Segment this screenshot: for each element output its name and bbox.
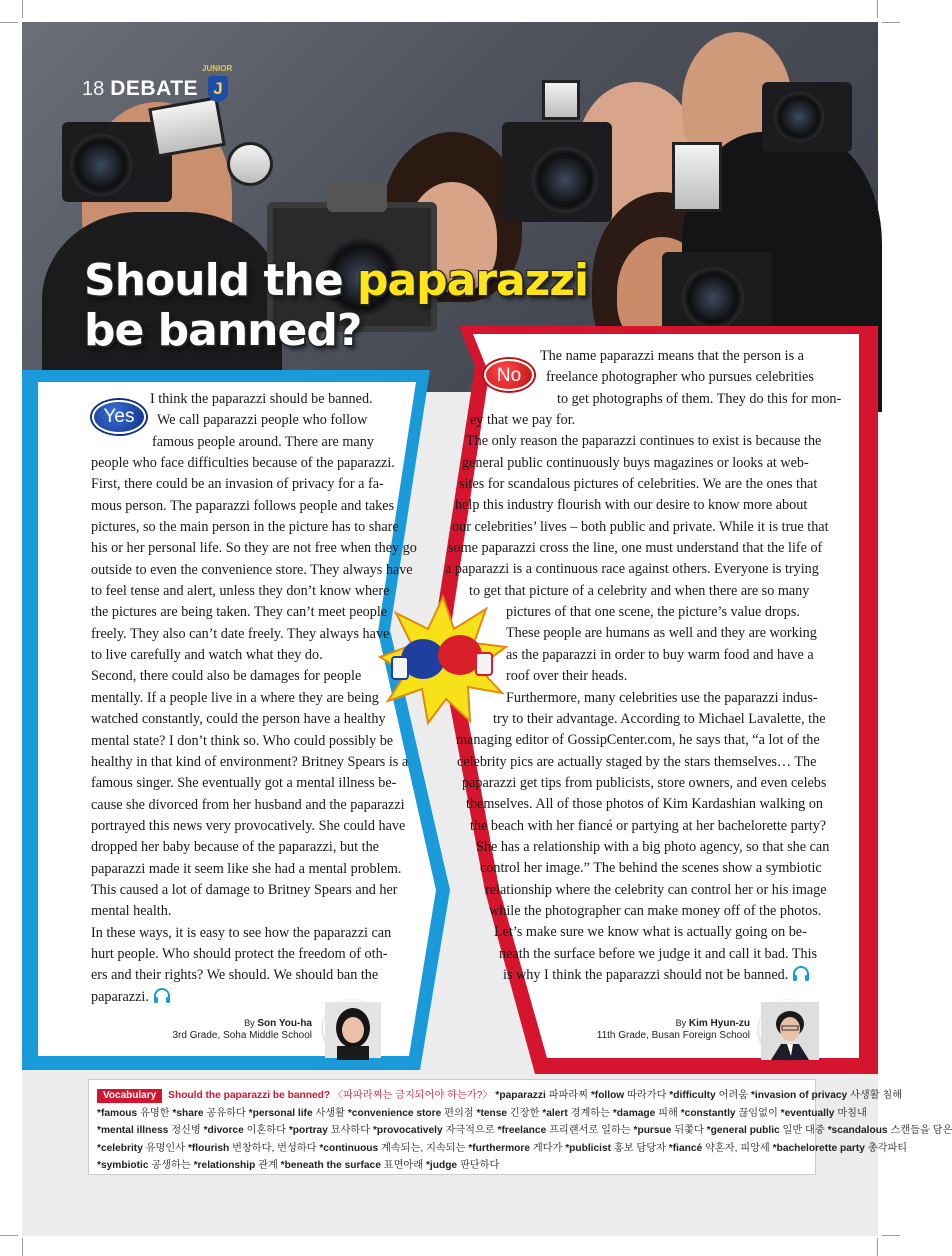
no-text-line: neath the surface before we judge it and call it bad. This <box>499 945 818 962</box>
no-author-avatar <box>759 1000 817 1058</box>
vocabulary-term: *damage <box>612 1107 656 1119</box>
vocabulary-item <box>97 1160 194 1171</box>
vocabulary-meaning: 이혼하다 <box>246 1125 286 1137</box>
vocabulary-item <box>188 1143 319 1154</box>
no-text-line: celebrity pics are actually staged by the stars themselves… The <box>457 753 817 770</box>
vocabulary-meaning: 일반 대중 <box>782 1125 825 1137</box>
section-title: DEBATE <box>110 77 199 100</box>
vocabulary-term: *tense <box>476 1107 508 1119</box>
vocabulary-meaning: 피해 <box>658 1107 678 1119</box>
no-text-line: some paparazzi cross the line, one must understand that the life of <box>448 540 823 557</box>
vocabulary-tag: Vocabulary <box>97 1089 162 1103</box>
vocabulary-item <box>669 1090 751 1101</box>
no-text-line: roof over their heads. <box>506 668 628 685</box>
author-school: 11th Grade, Busan Foreign School <box>596 1030 750 1041</box>
vocabulary-item <box>281 1160 426 1171</box>
vocabulary-term: *paparazzi <box>495 1090 546 1101</box>
yes-text-line: dropped her baby because of the paparazzi, but the <box>91 839 379 856</box>
no-text-line: Furthermore, many celebrities use the paparazzi indus- <box>506 689 818 706</box>
vocabulary-term: *furthermore <box>468 1142 530 1154</box>
vocabulary-meaning: 끊임없이 <box>738 1107 778 1119</box>
vocabulary-item <box>319 1143 468 1154</box>
no-text-line: Let’s make sure we know what is actually going on be- <box>494 924 807 941</box>
yes-text-line: to feel tense and alert, unless they don’t know where <box>91 583 390 600</box>
byline-prefix: By <box>244 1018 255 1028</box>
vocabulary-term: *continuous <box>319 1142 379 1154</box>
no-text-line: control her image.” The behind the scenes show a symbiotic <box>480 860 822 877</box>
vocabulary-meaning: 뒤쫓다 <box>674 1125 704 1137</box>
yes-text-line: We call paparazzi people who follow <box>157 412 368 429</box>
vocabulary-meaning: 판단하다 <box>459 1160 500 1172</box>
no-text-line: help this industry flourish with our desire to know more about <box>455 497 808 514</box>
no-text-line: a paparazzi is a continuous race against others. Everyone is trying <box>445 561 819 578</box>
vocabulary-meaning: 번창하다, 번성하다 <box>232 1142 317 1154</box>
vocabulary-item <box>477 1108 543 1119</box>
vocabulary-item <box>565 1143 669 1154</box>
vocabulary-meaning: 자극적으로 <box>445 1125 495 1137</box>
yes-text-line: healthy in that kind of environment? Britney Spears is a <box>91 753 409 770</box>
camera-flash <box>542 80 580 120</box>
vocabulary-meaning: 정신병 <box>171 1125 201 1137</box>
vocabulary-term: *general public <box>706 1125 780 1137</box>
vocabulary-meaning: 따라가다 <box>627 1090 667 1101</box>
camera-lens <box>532 147 598 213</box>
vocabulary-term: *famous <box>97 1107 138 1119</box>
vocabulary-meaning: 사생활 <box>315 1107 345 1119</box>
no-text-line: pictures of that one scene, the picture’s value drops. <box>506 604 800 621</box>
junior-logo-text: JUNIOR <box>202 64 233 73</box>
crop-mark <box>22 1238 23 1256</box>
yes-badge: Yes <box>92 400 146 434</box>
no-badge: No <box>484 359 534 391</box>
vocabulary-item <box>542 1108 613 1119</box>
author-school: 3rd Grade, Soha Middle School <box>172 1030 312 1041</box>
vocabulary-item <box>634 1125 707 1136</box>
vocabulary-item <box>669 1143 773 1154</box>
vocabulary-meaning: 관계 <box>258 1160 278 1172</box>
vocabulary-term: *celebrity <box>97 1142 143 1154</box>
no-text-line: the beach with her fiancé or partying at her bachelorette party? <box>470 817 827 834</box>
vocabulary-term: *difficulty <box>669 1090 716 1101</box>
vocabulary-term: *portray <box>288 1125 328 1137</box>
vocabulary-item <box>613 1108 681 1119</box>
crop-mark <box>877 1238 878 1256</box>
headline-text: Should the <box>84 255 357 306</box>
no-text-line: freelance photographer who pursues celebrities <box>546 369 814 386</box>
junior-logo <box>202 64 234 106</box>
vocabulary-meaning: 마침내 <box>837 1107 867 1119</box>
vocabulary-term: *pursue <box>633 1125 672 1137</box>
vocabulary-term: *alert <box>542 1107 568 1119</box>
headphone-icon <box>153 988 171 1003</box>
camera-flash <box>672 142 722 212</box>
vocabulary-term: *divorce <box>203 1125 244 1137</box>
yes-text-line: mental state? I don’t think so. Who could possibly be <box>91 732 394 749</box>
vocabulary-term: *constantly <box>680 1107 736 1119</box>
vocabulary-item <box>828 1125 952 1136</box>
author-name: Son You-ha <box>257 1018 312 1029</box>
yes-text-line: paparazzi. <box>0 987 440 1008</box>
crop-mark <box>877 0 878 18</box>
vocabulary-item <box>426 1160 499 1171</box>
crop-mark <box>22 0 23 18</box>
vocabulary-term: *personal life <box>248 1107 313 1119</box>
vocabulary-item <box>97 1125 204 1136</box>
yes-text-line: First, there could be an invasion of privacy for a fa- <box>91 476 384 493</box>
vocabulary-term: *follow <box>590 1090 625 1101</box>
vocabulary-meaning: 유명한 <box>140 1107 170 1119</box>
no-text-line: sites for scandalous pictures of celebrities. We are the ones that <box>459 476 818 493</box>
yes-text-line: the pictures are being taken. They can’t meet people <box>91 604 388 621</box>
vocabulary-meaning: 사생활 침해 <box>850 1090 903 1101</box>
vocabulary-term: *share <box>172 1107 204 1119</box>
crop-mark <box>882 1235 900 1236</box>
vocabulary-item <box>498 1125 634 1136</box>
yes-text-line: I think the paparazzi should be banned. <box>150 391 373 407</box>
vocabulary-item <box>97 1143 188 1154</box>
yes-text-line: people who face difficulties because of the paparazzi. <box>91 455 395 472</box>
yes-text-line: watched constantly, could the person have a healthy <box>91 711 386 728</box>
vocabulary-meaning: 게다가 <box>532 1142 563 1154</box>
vocabulary-meaning: 파파라찌 <box>548 1090 588 1101</box>
yes-author-avatar <box>323 1000 379 1056</box>
vocabulary-title-korean: 〈파파라찌는 금지되어야 하는가?〉 <box>332 1090 493 1101</box>
no-byline <box>582 1017 750 1042</box>
vocabulary-term: *flourish <box>187 1142 230 1154</box>
vocabulary-meaning: 묘사하다 <box>330 1125 371 1137</box>
vocabulary-meaning: 프리랜서로 일하는 <box>549 1125 631 1137</box>
vocabulary-item <box>495 1090 590 1101</box>
no-text-line: our celebrities’ lives – both public and private. While it is true that <box>452 518 829 535</box>
vocabulary-term: *convenience store <box>347 1107 442 1119</box>
vocabulary-item <box>289 1125 373 1136</box>
vocabulary-item <box>194 1160 281 1171</box>
vocabulary-meaning: 총각파티 <box>867 1142 908 1154</box>
vocabulary-line <box>97 1087 903 1105</box>
vocabulary-item <box>773 1143 908 1154</box>
vocabulary-item <box>781 1108 867 1119</box>
vocabulary-item <box>348 1108 477 1119</box>
no-text-line: general public continuously buys magazines or looks at web- <box>462 454 809 471</box>
yes-text-line: mentally. If a people live in a where they are being <box>91 689 379 706</box>
vocabulary-term: *fiancé <box>668 1142 703 1154</box>
yes-text-line: In these ways, it is easy to see how the paparazzi can <box>91 924 392 941</box>
headline-highlight: paparazzi <box>356 255 589 306</box>
vocabulary-line <box>97 1105 867 1123</box>
no-text-line: to get photographs of them. They do this for mon- <box>557 390 842 407</box>
no-text-line: relationship where the celebrity can control her or his image <box>485 881 827 898</box>
vocabulary-meaning: 긴장한 <box>509 1107 540 1119</box>
vocabulary-meaning: 편의점 <box>444 1107 474 1119</box>
author-name: Kim Hyun-zu <box>688 1018 750 1029</box>
no-text-line: The only reason the paparazzi continues to exist is because the <box>466 433 822 450</box>
camera-lens <box>774 92 824 142</box>
headline-line-2: be banned? <box>84 305 362 356</box>
vocabulary-term: *mental illness <box>97 1125 169 1137</box>
crop-mark <box>0 22 18 23</box>
yes-text-line: ers and their rights? We should. We should ban the <box>91 967 379 984</box>
vocabulary-item <box>97 1108 172 1119</box>
headphone-icon <box>792 966 810 981</box>
vocabulary-term: *relationship <box>193 1160 256 1172</box>
boxing-gloves-burst-icon <box>378 595 508 725</box>
no-text-line: is why I think the paparazzi should not be banned. <box>0 965 880 986</box>
junior-logo-letter: J <box>208 76 228 102</box>
no-text-line: themselves. All of those photos of Kim Kardashian walking on <box>466 796 824 813</box>
vocabulary-meaning: 유명인사 <box>145 1142 186 1154</box>
no-text-line: to get that picture of a celebrity and when there are so many <box>469 582 810 599</box>
vocabulary-term: *publicist <box>565 1142 612 1154</box>
vocabulary-item <box>751 1090 902 1101</box>
camera <box>327 182 387 212</box>
yes-text-line: famous singer. She eventually got a mental illness be- <box>91 775 397 792</box>
vocabulary-term: *eventually <box>780 1107 835 1119</box>
vocabulary-item <box>373 1125 498 1136</box>
yes-text-line: famous people around. There are many <box>152 433 374 450</box>
vocabulary-meaning: 계속되는, 지속되는 <box>381 1142 466 1154</box>
no-text-line: try to their advantage. According to Michael Lavalette, the <box>493 710 826 727</box>
vocabulary-term: *judge <box>425 1160 458 1172</box>
vocabulary-item <box>204 1125 289 1136</box>
no-text-line: as the paparazzi in order to buy warm food and have a <box>506 646 814 663</box>
yes-text-line: hurt people. Who should protect the freedom of oth- <box>91 945 388 962</box>
yes-text-line: cause she divorced from her husband and the paparazzi <box>91 796 405 813</box>
vocabulary-meaning: 표면아래 <box>383 1160 424 1172</box>
vocabulary-item <box>468 1143 565 1154</box>
yes-text-line: paparazzi made it seem like she had a mental problem. <box>91 860 402 877</box>
camera-lens <box>70 134 132 196</box>
vocabulary-line <box>97 1157 807 1175</box>
yes-text-line: outside to even the convenience store. They always have <box>91 561 413 578</box>
vocabulary-meaning: 어려움 <box>718 1090 749 1101</box>
headline <box>84 256 588 356</box>
vocabulary-term: *provocatively <box>372 1125 443 1137</box>
vocabulary-term: *bachelorette party <box>772 1142 865 1154</box>
vocabulary-title: Should the paparazzi be banned? <box>168 1090 331 1101</box>
no-text-line: paparazzi get tips from publicists, store owners, and even celebs <box>462 774 827 791</box>
no-text-line: These people are humans as well and they are working <box>506 625 817 642</box>
vocabulary-term: *invasion of privacy <box>750 1090 848 1101</box>
vocabulary-box <box>88 1079 952 1175</box>
vocabulary-line <box>97 1140 908 1158</box>
crop-mark <box>0 1235 18 1236</box>
magazine-header <box>82 64 234 106</box>
vocabulary-meaning: 홍보 담당자 <box>613 1142 666 1154</box>
camera-flash <box>227 142 273 186</box>
yes-text-line: mous person. The paparazzi follows people and takes <box>91 497 395 514</box>
yes-byline <box>150 1017 312 1042</box>
yes-text-line: mental health. <box>91 903 172 920</box>
no-text-line: The name paparazzi means that the person is a <box>540 348 804 364</box>
yes-text-line: to live carefully and watch what they do. <box>91 647 323 664</box>
vocabulary-item <box>707 1125 828 1136</box>
vocabulary-item <box>249 1108 348 1119</box>
vocabulary-line <box>97 1122 952 1140</box>
crop-mark <box>882 22 900 23</box>
vocabulary-item <box>172 1108 248 1119</box>
vocabulary-item <box>681 1108 781 1119</box>
vocabulary-meaning: 약혼자, 피앙세 <box>705 1142 770 1154</box>
vocabulary-term: *symbiotic <box>97 1160 149 1172</box>
yes-text-line: freely. They also can’t date freely. They always have <box>91 625 390 642</box>
yes-text-line: Second, there could also be damages for people <box>91 668 362 685</box>
no-text-line: while the photographer can make money off of the photos. <box>489 902 822 919</box>
page-number: 18 <box>82 77 105 100</box>
vocabulary-term: *scandalous <box>827 1125 888 1137</box>
byline-prefix: By <box>675 1018 687 1028</box>
vocabulary-term: *freelance <box>497 1125 547 1137</box>
no-text-line: She has a relationship with a big photo agency, so that she can <box>476 838 830 855</box>
yes-text-line: This caused a lot of damage to Britney Spears and her <box>91 881 398 898</box>
no-text-line: managing editor of GossipCenter.com, he says that, “a lot of the <box>456 732 820 749</box>
vocabulary-meaning: 스캔들을 담은 <box>890 1125 952 1137</box>
yes-text-line: his or her personal life. So they are not free when they go <box>91 540 417 557</box>
yes-text-line: portrayed this news very provocatively. She could have <box>91 817 406 834</box>
vocabulary-meaning: 공유하다 <box>206 1107 246 1119</box>
vocabulary-term: *beneath the surface <box>280 1160 381 1172</box>
vocabulary-item <box>591 1090 669 1101</box>
yes-text-line: pictures, so the main person in the picture has to share <box>91 519 399 536</box>
vocabulary-meaning: 공생하는 <box>151 1160 191 1172</box>
vocabulary-meaning: 경계하는 <box>570 1107 610 1119</box>
no-text-line: ey that we pay for. <box>470 412 576 429</box>
camera-lens <box>682 267 744 329</box>
